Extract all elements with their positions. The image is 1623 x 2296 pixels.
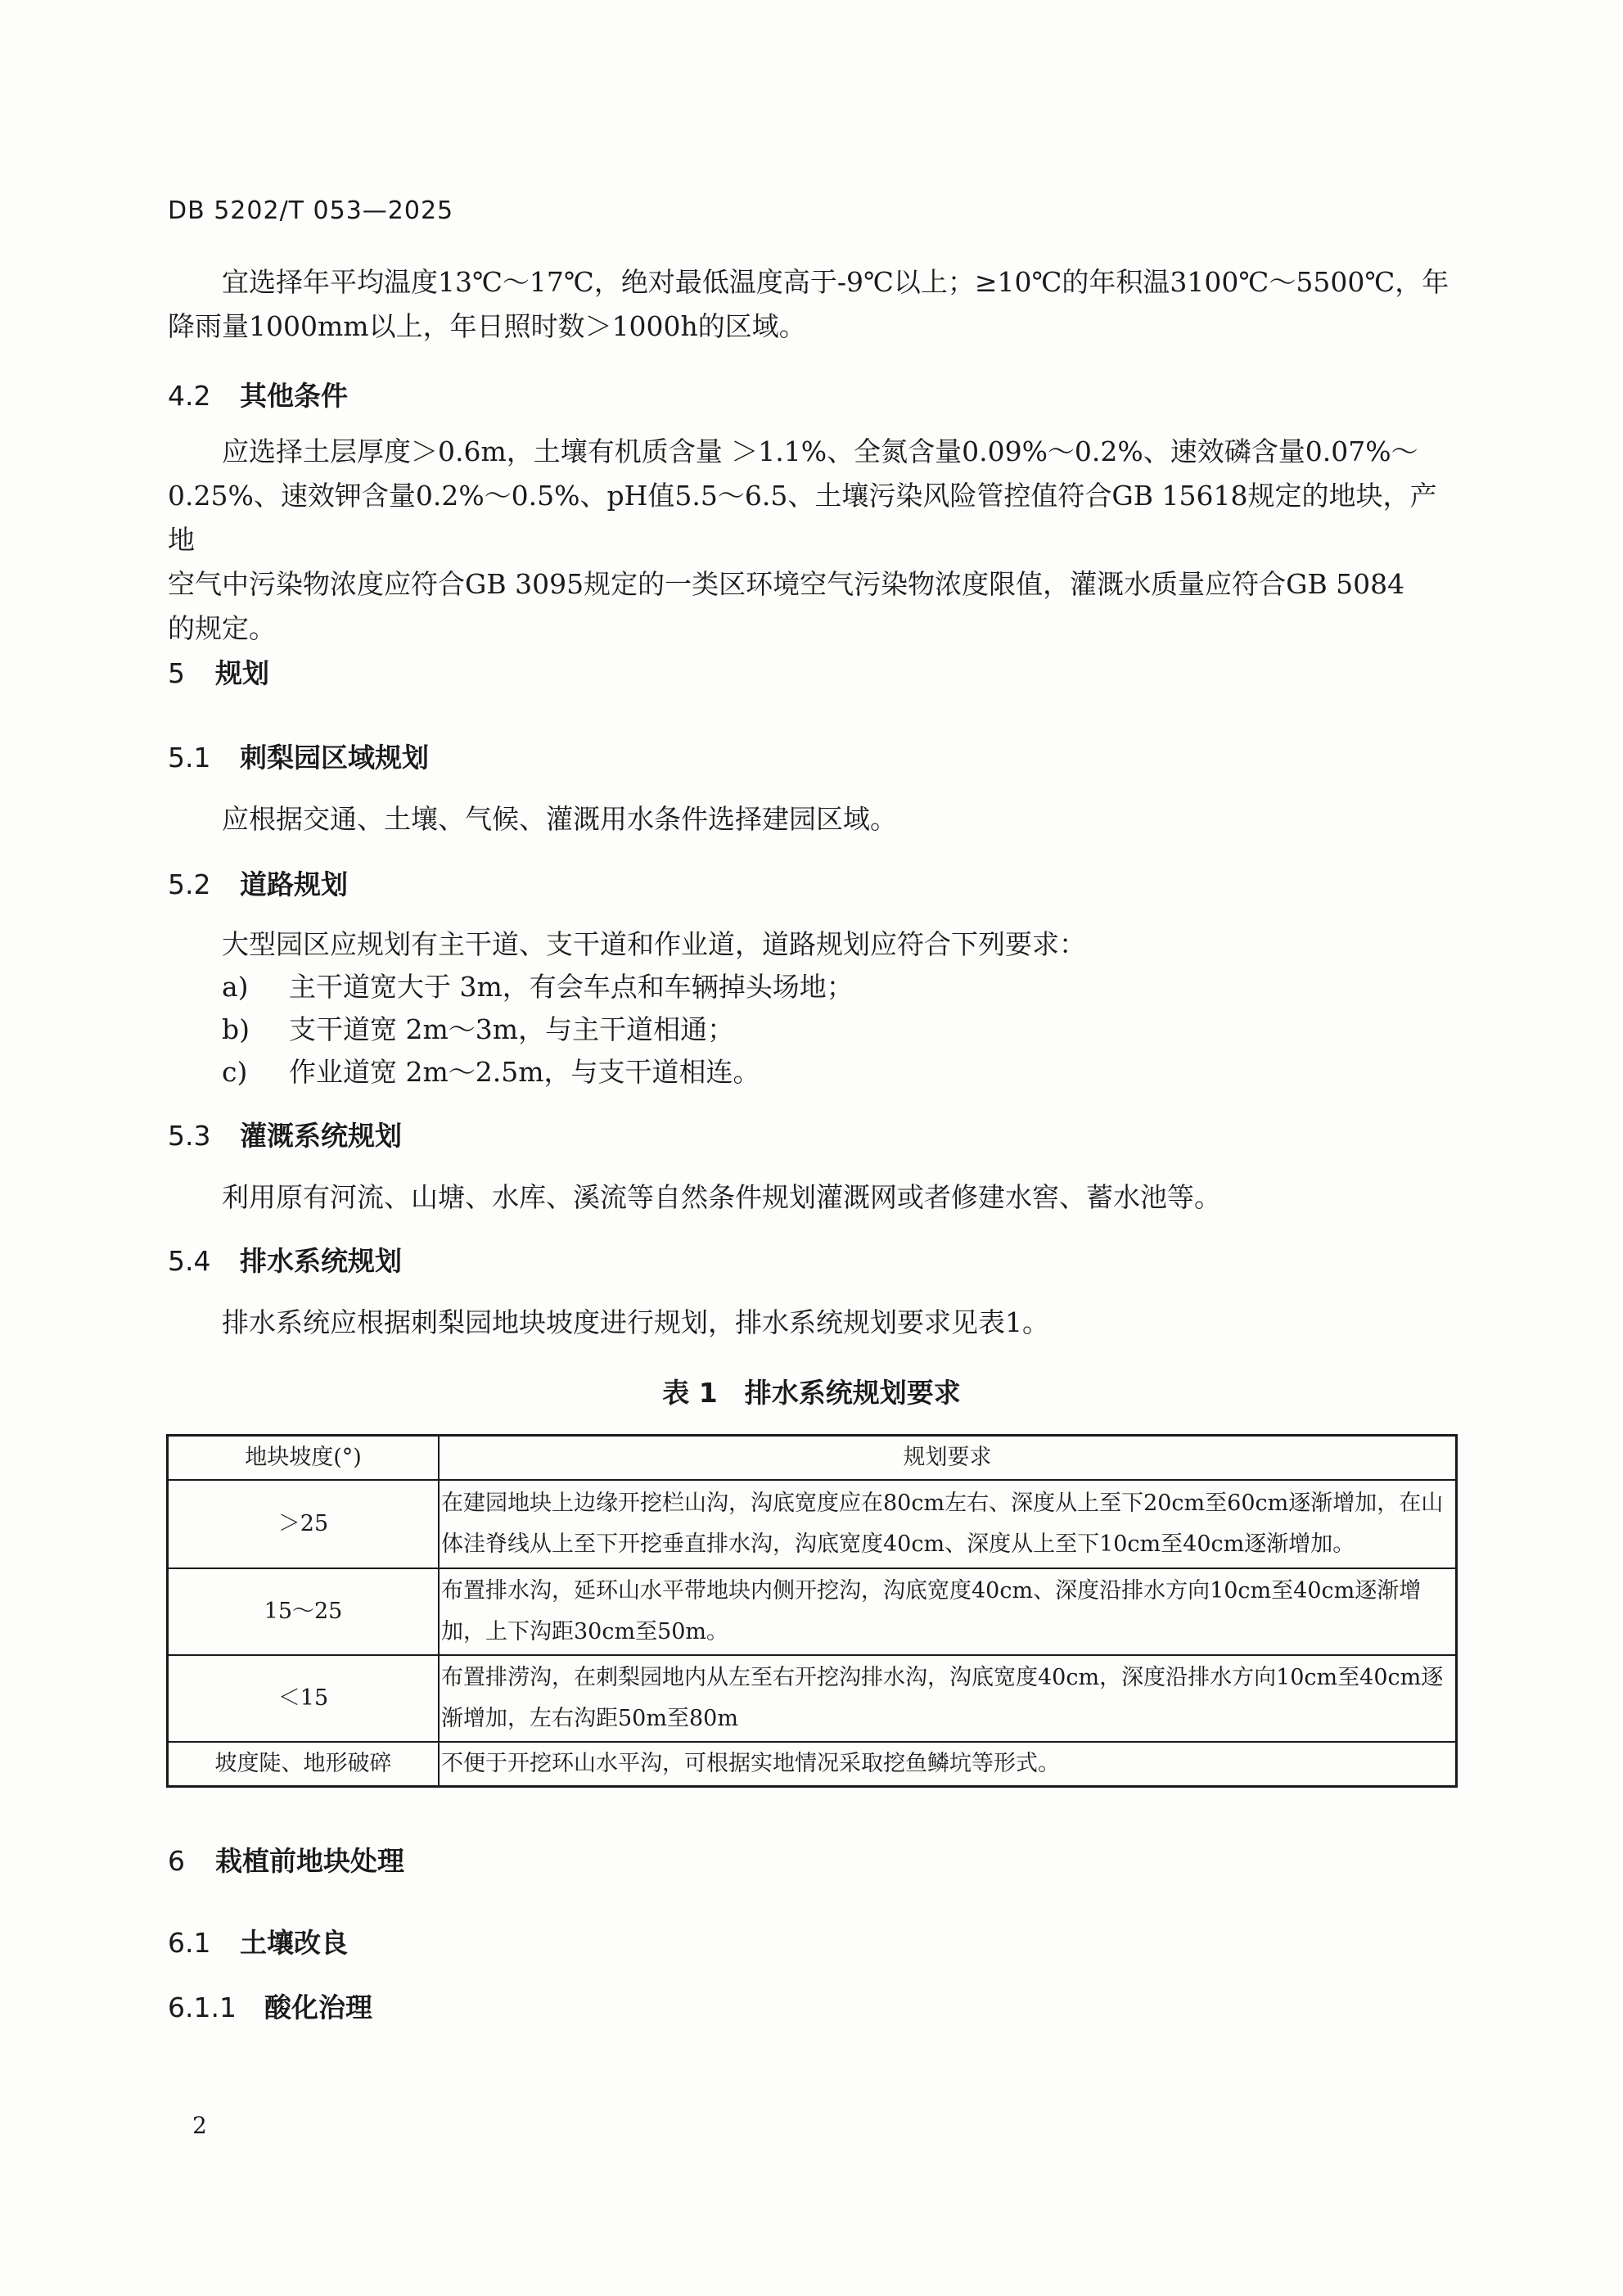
section-number: 6.1.1 [168,1992,237,2023]
climate-paragraph [168,260,1461,349]
cell-slope: 坡度陡、地形破碎 [168,1742,440,1786]
section-5-4-text: 排水系统应根据刺梨园地块坡度进行规划，排水系统规划要求见表1。 [222,1306,1049,1338]
section-number: 5.3 [168,1120,211,1152]
other-line-4: 的规定。 [168,612,276,644]
section-title: 其他条件 [240,380,348,412]
table-row [168,1480,1457,1568]
section-title: 土壤改良 [240,1927,348,1959]
other-line-3: 空气中污染物浓度应符合GB 3095规定的一类区环境空气污染物浓度限值，灌溉水质量应符合GB 5084 [168,568,1405,600]
section-5-2-intro: 大型园区应规划有主干道、支干道和作业道，道路规划应符合下列要求： [222,928,1086,960]
section-title: 规划 [215,657,269,689]
cell-requirement: 不便于开挖环山水平沟，可根据实地情况采取挖鱼鳞坑等形式。 [439,1742,1457,1786]
section-6-heading [168,1840,404,1879]
cell-slope: ＜15 [168,1655,440,1742]
list-marker: c) [222,1056,248,1088]
section-5-2-heading [168,864,348,902]
drainage-requirements-table [166,1434,1458,1788]
section-4-2-heading [168,375,348,413]
cell-requirement: 布置排涝沟，在刺梨园地内从左至右开挖沟排水沟，沟底宽度40cm，深度沿排水方向10cm至40cm逐渐增加，左右沟距50m至80m [439,1655,1457,1742]
list-item [222,966,854,1004]
header-slope: 地块坡度(°) [168,1436,440,1481]
document-code: DB 5202/T 053—2025 [168,196,454,225]
section-5-heading [168,652,269,691]
section-title: 排水系统规划 [240,1245,402,1277]
section-5-3-text: 利用原有河流、山塘、水库、溪流等自然条件规划灌溉网或者修建水窖、蓄水池等。 [222,1181,1221,1213]
section-number: 6.1 [168,1927,211,1959]
section-title: 刺梨园区域规划 [240,742,429,774]
table-row [168,1742,1457,1786]
section-number: 5.2 [168,868,211,900]
section-6-1-heading [168,1922,348,1960]
section-5-4-heading [168,1240,402,1279]
climate-line-1: 宜选择年平均温度13℃～17℃，绝对最低温度高于-9℃以上；≥10℃的年积温3100℃～5500℃，年 [222,266,1449,298]
cell-slope: 15～25 [168,1568,440,1655]
section-number: 5.4 [168,1245,211,1277]
section-title: 栽植前地块处理 [215,1845,404,1877]
section-number: 4.2 [168,380,211,412]
list-item [222,1008,734,1047]
section-6-1-1-heading [168,1987,372,2025]
section-title: 灌溉系统规划 [240,1120,402,1152]
table-row [168,1655,1457,1742]
list-item [222,1051,760,1089]
list-text: 作业道宽 2m～2.5m，与支干道相连。 [289,1056,760,1088]
section-number: 5 [168,657,185,689]
cell-slope: ＞25 [168,1480,440,1568]
cell-requirement: 在建园地块上边缘开挖栏山沟，沟底宽度应在80cm左右、深度从上至下20cm至60cm逐渐增加，在山体洼脊线从上至下开挖垂直排水沟，沟底宽度40cm、深度从上至下10cm至40cm逐渐增加。 [439,1480,1457,1568]
list-text: 主干道宽大于 3m，有会车点和车辆掉头场地； [289,971,854,1003]
list-text: 支干道宽 2m～3m，与主干道相通； [289,1013,735,1045]
climate-line-2: 降雨量1000mm以上，年日照时数＞1000h的区域。 [168,310,806,342]
other-conditions-paragraph [168,430,1461,651]
header-requirement: 规划要求 [439,1436,1457,1481]
list-marker: b) [222,1013,250,1045]
section-number: 6 [168,1845,185,1877]
section-title: 酸化治理 [264,1992,372,2023]
list-marker: a) [222,971,249,1003]
table-header-row [168,1436,1457,1481]
section-title: 道路规划 [240,868,348,900]
cell-requirement: 布置排水沟，延环山水平带地块内侧开挖沟，沟底宽度40cm、深度沿排水方向10cm至40cm逐渐增加，上下沟距30cm至50m。 [439,1568,1457,1655]
other-line-2: 0.25%、速效钾含量0.2%～0.5%、pH值5.5～6.5、土壤污染风险管控值符合GB 15618规定的地块，产地 [168,480,1437,556]
section-5-3-heading [168,1115,402,1153]
page-number: 2 [192,2112,207,2139]
other-line-1: 应选择土层厚度＞0.6m，土壤有机质含量 ＞1.1%、全氮含量0.09%～0.2%、速效磷含量0.07%～ [222,435,1418,467]
section-number: 5.1 [168,742,211,774]
table-caption: 表 1 排水系统规划要求 [662,1377,961,1409]
section-5-1-text: 应根据交通、土壤、气候、灌溉用水条件选择建园区域。 [222,803,897,835]
table-row [168,1568,1457,1655]
section-5-1-heading [168,737,429,775]
